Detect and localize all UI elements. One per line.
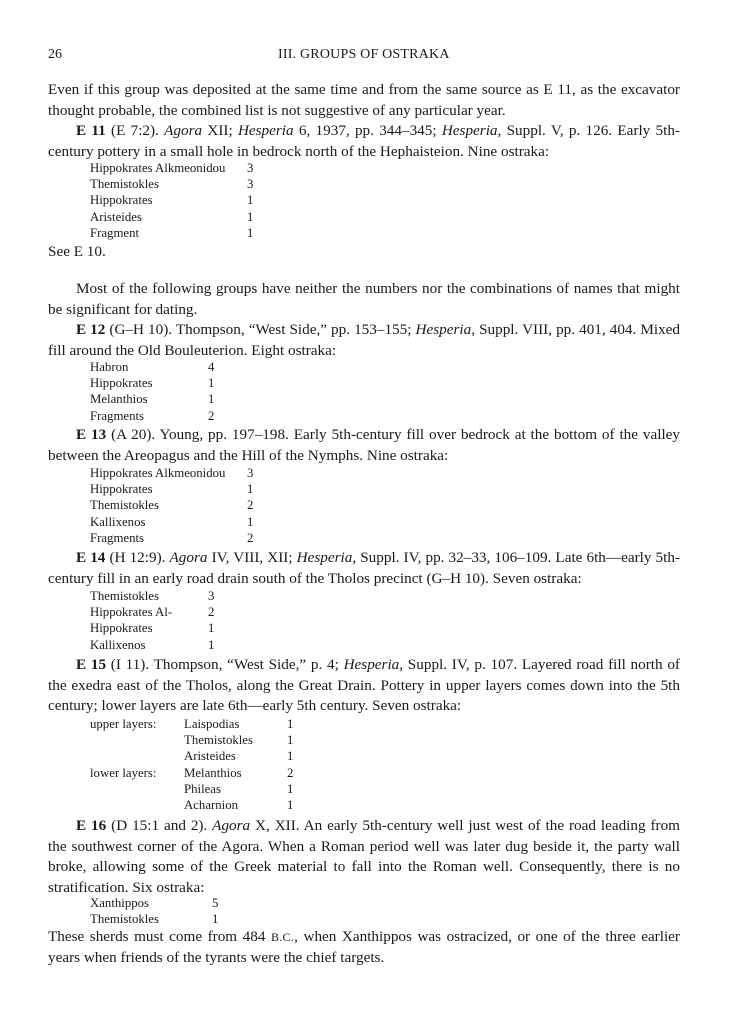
table-row: Themistokles 3 xyxy=(90,589,215,603)
table-row: Kallixenos 1 xyxy=(90,514,254,529)
table-row: Themistokles 2 xyxy=(90,498,254,513)
table-row: Fragments 2 xyxy=(90,530,254,545)
ostraka-table-e13 xyxy=(90,465,253,546)
table-row: upper layers: Laispodias 1 xyxy=(90,717,294,731)
entry-e14: E 14 (H 12:9). Agora IV, VIII, XII; Hesperia, Suppl. IV, pp. 32–33, 106–109. Late 6th—early 5th-century fill in an early road drain south of the Tholos precinct (G–H 10). Seven ostraka: xyxy=(48,549,680,587)
entry-e13: E 13 (A 20). Young, pp. 197–198. Early 5th-century fill over bedrock at the bottom of the valley between the Areopagus and the Hill of the Nymphs. Nine ostraka: xyxy=(48,426,681,464)
following-groups-paragraph: Most of the following groups have neither the numbers nor the combinations of names that might be significant for dating. xyxy=(48,280,680,318)
table-row: Habron 4 xyxy=(90,360,215,374)
ostraka-table-e12 xyxy=(90,359,214,424)
table-row: Themistokles 1 xyxy=(184,733,294,748)
entry-id: E 11 xyxy=(76,122,106,139)
table-row: Phileas 1 xyxy=(184,781,294,796)
table-row: Hippokrates 1 xyxy=(90,482,254,497)
table-row: Hippokrates 1 xyxy=(90,621,215,636)
see-e10: See E 10. xyxy=(48,243,106,260)
table-row: Themistokles 1 xyxy=(90,912,219,927)
table-row: Acharnion 1 xyxy=(184,798,294,813)
table-row: Hippokrates 1 xyxy=(90,376,215,391)
table-row: Fragments 2 xyxy=(90,408,215,423)
table-row: Melanthios 1 xyxy=(90,392,215,407)
entry-id: E 16 xyxy=(76,817,107,834)
entry-id: E 14 xyxy=(76,549,106,566)
entry-id: E 13 xyxy=(76,426,107,443)
table-row: Themistokles 3 xyxy=(90,177,254,192)
ostraka-table-e14 xyxy=(90,588,214,653)
entry-e16: E 16 (D 15:1 and 2). Agora X, XII. An early 5th-century well just west of the road leading from the southwest corner of the Agora. When a Roman period well was later dug beside it, the party wall broke, allowing some of the Greek material to fall into the Roman well. Consequently, there is no stratification. Six ostraka: xyxy=(48,817,680,896)
entry-e12: E 12 (G–H 10). Thompson, “West Side,” pp. 153–155; Hesperia, Suppl. VIII, pp. 401, 404. Mixed fill around the Old Bouleuterion. Eight ostraka: xyxy=(48,321,681,359)
table-row: lower layers: Melanthios 2 xyxy=(90,765,294,780)
closing-paragraph: These sherds must come from 484 B.C., when Xanthippos was ostracized, or one of the three earlier years when friends of the tyrants were the chief targets. xyxy=(48,928,680,966)
table-row: Hippokrates Al- 2 xyxy=(90,605,215,620)
entry-id: E 15 xyxy=(76,656,107,673)
entry-e15: E 15 (I 11). Thompson, “West Side,” p. 4; Hesperia, Suppl. IV, p. 107. Layered road fill north of the exedra east of the Tholos, along the Great Drain. Pottery in upper layers comes down into the 5th century; lower layers are late 6th—early 5th century. Seven ostraka: xyxy=(48,656,680,714)
table-row: Hippokrates Alkmeonidou 3 xyxy=(90,161,254,175)
running-title: III. GROUPS OF OSTRAKA xyxy=(278,47,450,62)
table-row: Hippokrates 1 xyxy=(90,193,254,208)
table-row: Aristeides 1 xyxy=(184,749,294,764)
table-row: Aristeides 1 xyxy=(90,209,254,224)
table-row: Xanthippos 5 xyxy=(90,896,219,910)
entry-e11: E 11 (E 7:2). Agora XII; Hesperia 6, 1937, pp. 344–345; Hesperia, Suppl. V, p. 126. Early 5th-century pottery in a small hole in bedrock north of the Hephaisteion. Nine ostraka: xyxy=(48,122,680,160)
table-row: Hippokrates Alkmeonidou 3 xyxy=(90,466,254,480)
ostraka-table-e16 xyxy=(90,895,218,927)
entry-id: E 12 xyxy=(76,321,106,338)
ostraka-table-e11 xyxy=(90,160,253,241)
intro-paragraph: Even if this group was deposited at the same time and from the same source as E 11, as the excavator thought probable, the combined list is not suggestive of any particular year. xyxy=(48,81,680,119)
table-row: Kallixenos 1 xyxy=(90,637,215,652)
page-number: 26 xyxy=(48,47,62,62)
table-row: Fragment 1 xyxy=(90,225,254,240)
ostraka-table-e15 xyxy=(90,716,293,813)
